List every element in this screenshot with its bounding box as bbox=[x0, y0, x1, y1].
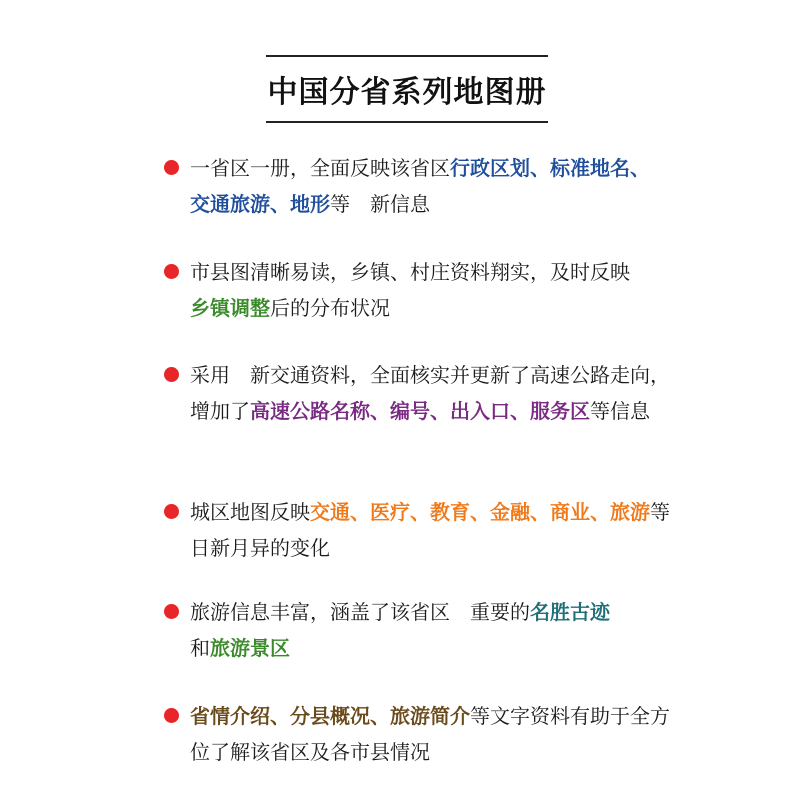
item-highlight: 旅游景区 bbox=[210, 636, 290, 660]
title-bottom-rule bbox=[266, 121, 548, 123]
feature-item-6 bbox=[164, 698, 674, 770]
feature-item-3 bbox=[164, 357, 674, 429]
bullet-icon bbox=[164, 708, 179, 723]
item-highlight: 交通旅游、地形 bbox=[190, 192, 330, 216]
feature-item-1 bbox=[164, 150, 674, 222]
item-highlight: 省情介绍、分县概况、旅游简介 bbox=[190, 704, 470, 728]
item-text: 一省区一册，全面反映该省区 bbox=[190, 156, 450, 180]
title-block bbox=[266, 55, 548, 123]
bullet-icon bbox=[164, 367, 179, 382]
bullet-icon bbox=[164, 604, 179, 619]
title-top-rule bbox=[266, 55, 548, 57]
item-text: 采用 新交通资料，全面核实并更新了高速公路走向，增加了 bbox=[190, 363, 670, 423]
item-text: 城区地图反映 bbox=[190, 500, 310, 524]
feature-item-5 bbox=[164, 594, 674, 666]
bullet-icon bbox=[164, 264, 179, 279]
item-text: 后的分布状况 bbox=[270, 296, 390, 320]
item-highlight: 乡镇调整 bbox=[190, 296, 270, 320]
item-text: 旅游信息丰富，涵盖了该省区 重要的 bbox=[190, 600, 530, 624]
item-highlight: 高速公路名称、编号、出入口、服务区 bbox=[250, 399, 590, 423]
item-text: 市县图清晰易读，乡镇、村庄资料翔实，及时反映 bbox=[190, 260, 630, 284]
feature-item-2 bbox=[164, 254, 674, 326]
item-text: 等日新月异的变化 bbox=[190, 500, 670, 560]
item-text: 等 新信息 bbox=[330, 192, 430, 216]
bullet-icon bbox=[164, 504, 179, 519]
item-highlight: 行政区划、标准地名、 bbox=[450, 156, 650, 180]
bullet-icon bbox=[164, 160, 179, 175]
item-highlight: 名胜古迹 bbox=[530, 600, 610, 624]
feature-item-4 bbox=[164, 494, 674, 566]
page-title: 中国分省系列地图册 bbox=[267, 75, 547, 110]
item-text: 等文字资料有助于全方位了解该省区及各市县情况 bbox=[190, 704, 670, 764]
item-text: 和 bbox=[190, 636, 210, 660]
item-highlight: 交通、医疗、教育、金融、商业、旅游 bbox=[310, 500, 650, 524]
item-text: 等信息 bbox=[590, 399, 650, 423]
